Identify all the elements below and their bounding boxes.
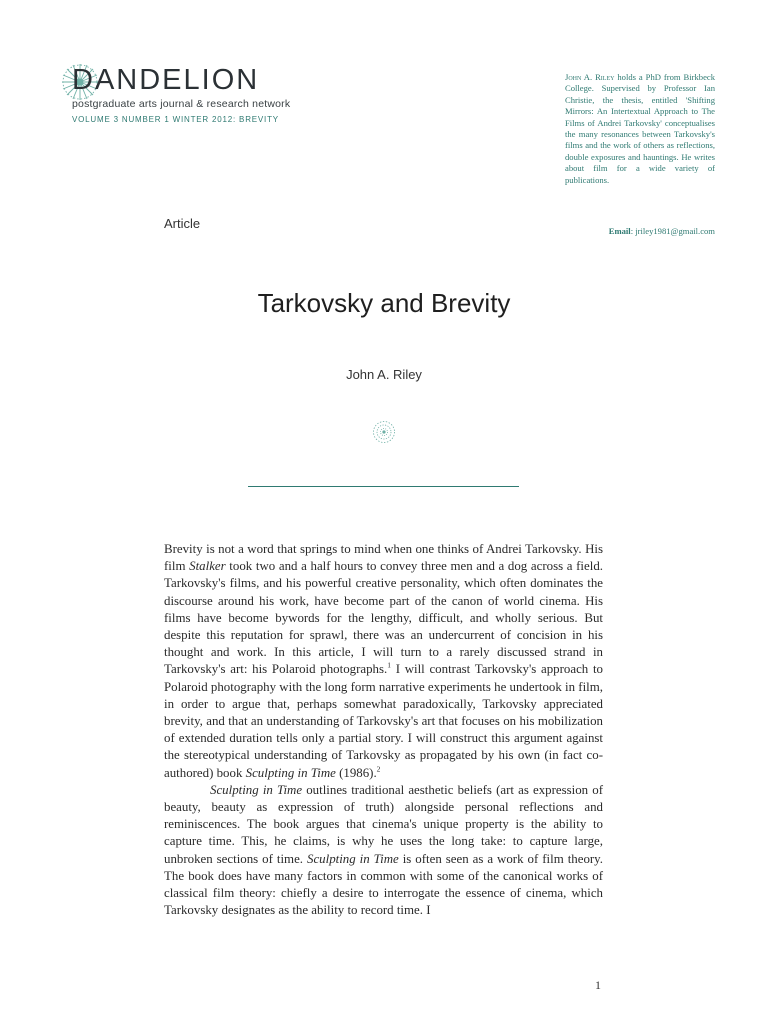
article-title: Tarkovsky and Brevity xyxy=(257,288,511,318)
email-label: Email xyxy=(608,226,631,236)
journal-volume: VOLUME 3 NUMBER 1 WINTER 2012: BREVITY xyxy=(72,115,279,124)
footnote-ref-1[interactable]: 1 xyxy=(387,661,391,671)
article-body xyxy=(164,541,603,919)
bio-text: holds a PhD from Birkbeck College. Supervised by Professor Ian Christie, the thesis, entitled 'Shifting Mirrors: An Intertextual Approach to The Films of Andrei Tarkovsky' conceptualises the many resonances between Tarkovsky's films and the work of others as reflections, double exposures and hauntings. He writes about film for a wide variety of publications. xyxy=(565,72,715,185)
book-title-sculpting-in-time: Sculpting in Time xyxy=(307,851,399,866)
footnote-ref-2[interactable]: 2 xyxy=(376,764,381,774)
dandelion-ornament-icon xyxy=(371,419,397,445)
email-address-link[interactable]: jriley1981@gmail.com xyxy=(635,226,715,236)
bio-author-name: John A. Riley xyxy=(565,72,615,82)
email-separator: : xyxy=(630,226,636,236)
book-title-sculpting-in-time: Sculpting in Time xyxy=(245,765,336,780)
section-divider xyxy=(248,486,519,487)
book-title-sculpting-in-time: Sculpting in Time xyxy=(210,782,303,797)
film-title-stalker: Stalker xyxy=(189,559,226,574)
journal-title: DANDELION xyxy=(72,64,260,96)
body-paragraph-2: Sculpting in Time outlines traditional aesthetic beliefs (art as expression of beauty, beauty as expression of truth) alongside personal reflections and reminiscences. The book argues that cinema's unique property is the ability to capture time. This, he claims, is why he uses the long take: to capture large, unbroken sections of time. Sculpting in Time is often seen as a work of film theory. The book does have many factors in common with some of the canonical works of classical film theory: chiefly a desire to interrogate the essence of cinema, which Tarkovsky designates as the ability to record time. I xyxy=(164,782,604,918)
page-number: 1 xyxy=(595,978,601,992)
author-email xyxy=(565,226,715,236)
journal-subtitle: postgraduate arts journal & research network xyxy=(72,98,291,110)
article-author: John A. Riley xyxy=(346,367,422,382)
article-type-label: Article xyxy=(164,216,201,231)
body-paragraph-1: Brevity is not a word that springs to mind when one thinks of Andrei Tarkovsky. His film Stalker took two and a half hours to convey three men and a dog across a field. Tarkovsky's films, and his powerful creative personality, which often dominates the discourse around his work, have become part of the canon of world cinema. His films have become bywords for the lengthy, difficult, and wholly serious. But despite this reputation for sprawl, there was an undercurrent of concision in his thought and work. In this article, I will turn to a rarely discussed strand in Tarkovsky's art: his Polaroid photographs.$^1$ I will contrast Tarkovsky's approach to Polaroid photography with the long form narrative experiments he undertook in film, in order to argue that, perhaps somewhat paradoxically, Tarkovsky appreciated brevity, and that an understanding of Tarkovsky's art that focuses on his mobilization of extended duration tells only a partial story. I will construct this argument against the stereotypical understanding of Tarkovsky as propagated by his own (in fact co-authored) book Sculpting in Time (1986).$^2$ xyxy=(164,542,603,780)
author-bio xyxy=(565,72,715,186)
journal-masthead xyxy=(60,62,290,132)
